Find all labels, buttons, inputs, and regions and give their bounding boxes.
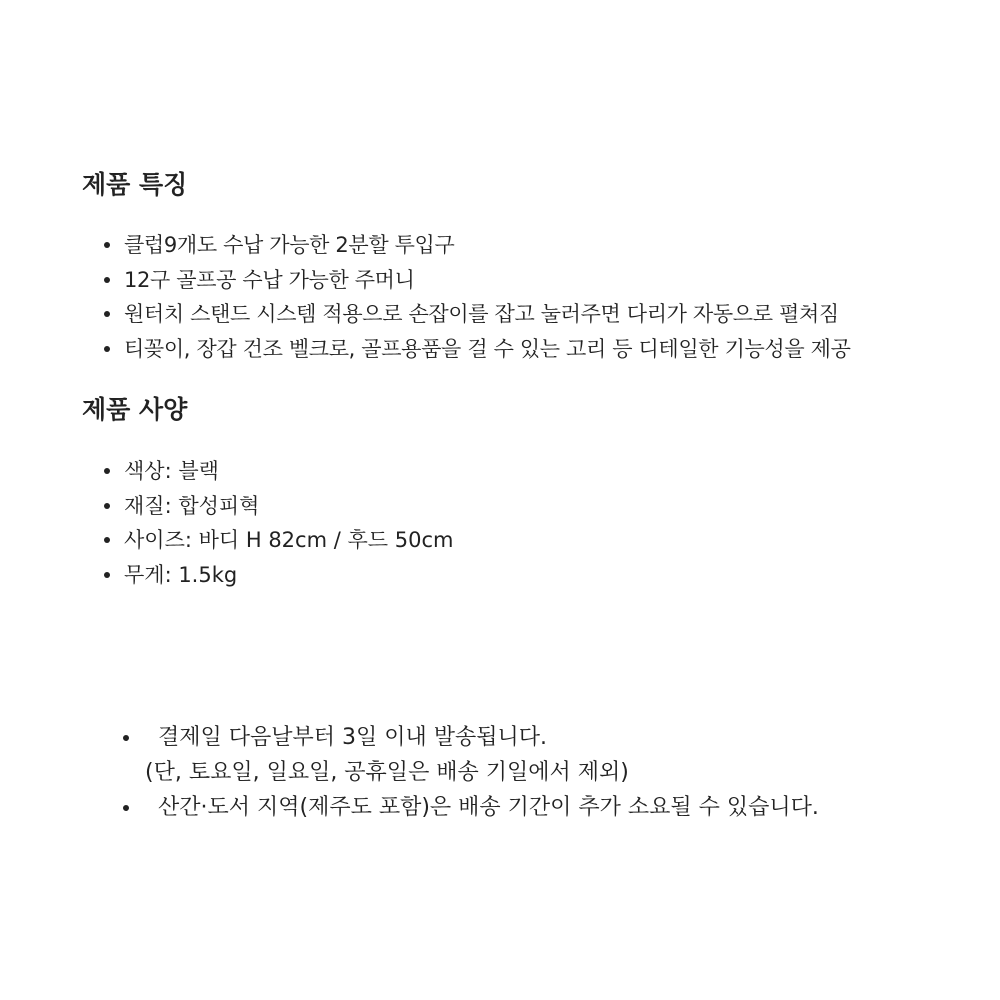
- shipping-notice-text: 결제일 다음날부터 3일 이내 발송됩니다.: [158, 725, 547, 750]
- spec-item-color: 색상: 블랙: [82, 454, 453, 489]
- shipping-notice-text: 산간·도서 지역(제주도 포함)은 배송 기간이 추가 소요될 수 있습니다.: [158, 795, 819, 820]
- shipping-notice-list: [118, 720, 819, 825]
- shipping-notice-item: [118, 790, 819, 825]
- shipping-notice-item: [118, 720, 819, 790]
- spec-item-material: 재질: 합성피혁: [82, 489, 453, 524]
- specs-list: [82, 454, 453, 592]
- specs-heading: 제품 사양: [82, 395, 188, 424]
- feature-item: 원터치 스탠드 시스템 적용으로 손잡이를 잡고 눌러주면 다리가 자동으로 펼쳐짐: [82, 297, 851, 332]
- spec-item-size: 사이즈: 바디 H 82cm / 후드 50cm: [82, 523, 453, 558]
- feature-item: 클럽9개도 수납 가능한 2분할 투입구: [82, 228, 851, 263]
- shipping-notice-subtext: (단, 토요일, 일요일, 공휴일은 배송 기일에서 제외): [145, 760, 629, 785]
- spec-item-weight: 무게: 1.5kg: [82, 558, 453, 593]
- feature-item: 12구 골프공 수납 가능한 주머니: [82, 263, 851, 298]
- features-list: [82, 228, 851, 366]
- bullet-dot-icon: [123, 805, 129, 811]
- features-heading: 제품 특징: [82, 170, 188, 199]
- feature-item: 티꽂이, 장갑 건조 벨크로, 골프용품을 걸 수 있는 고리 등 디테일한 기능성을 제공: [82, 332, 851, 367]
- bullet-dot-icon: [123, 735, 129, 741]
